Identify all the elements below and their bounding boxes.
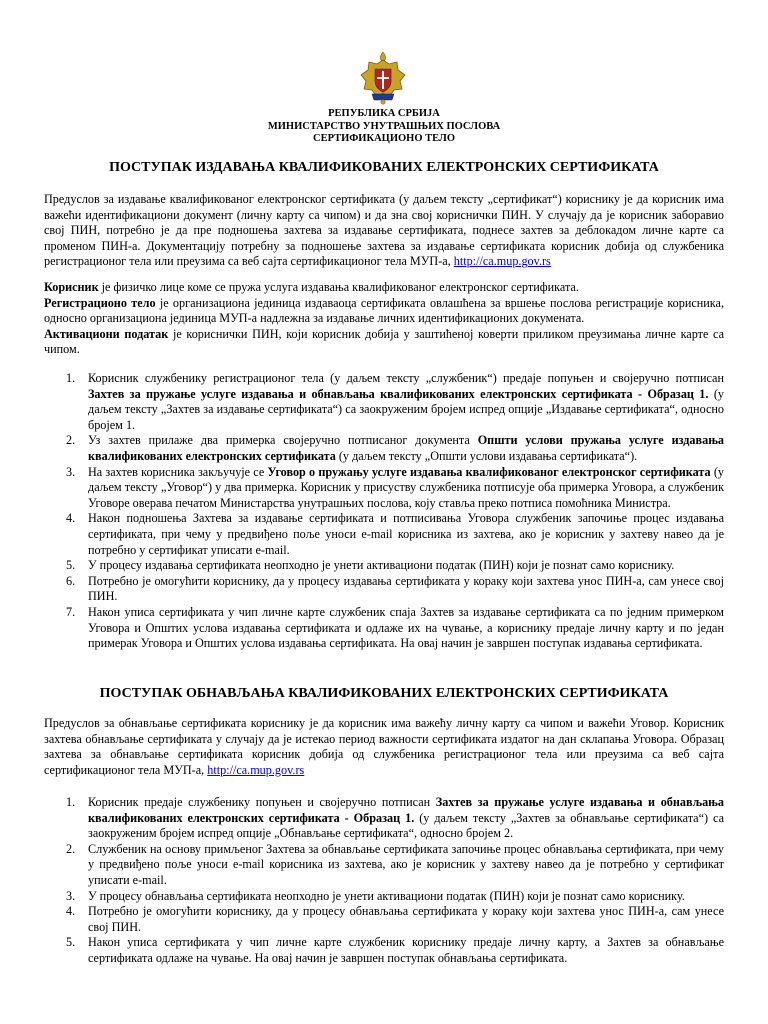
list-item bbox=[44, 605, 724, 652]
list-number: 1. bbox=[66, 371, 76, 385]
section1-intro bbox=[44, 192, 724, 270]
list-item bbox=[44, 371, 724, 433]
list-bold-text: Захтев за пружање услуге издавања и обнављања квалификованих електронских сертификата - Образац 1. bbox=[88, 795, 724, 825]
definition-term: Активациони податак bbox=[44, 326, 169, 341]
definition-item bbox=[44, 280, 724, 296]
list-item bbox=[44, 842, 724, 889]
list-text: (у даљем тексту „Захтев за обнављање сертификата“) са заокруженим бројем испред опције „Обнављање сертификата“, односно бројем 2. bbox=[88, 810, 724, 841]
list-number: 2. bbox=[66, 841, 76, 856]
list-number: 3. bbox=[66, 464, 76, 479]
list-item bbox=[44, 558, 724, 574]
list-item bbox=[44, 465, 724, 512]
list-number: 6. bbox=[66, 573, 76, 588]
list-bold-text: Општи услови пружања услуге издавања квалификованих електронских сертификата bbox=[88, 433, 725, 463]
list-text: Уз захтев прилаже два примерка својеручно потписаног документа bbox=[88, 433, 478, 448]
list-item bbox=[44, 889, 724, 905]
section2-intro-text: Предуслов за обнављање сертификата кориснику је да корисник има важећу личну карту са чипом и важећи Уговор. Корисник захтева обнављање сертификата у случају да је истекао период важности сертификата издатог на дан склапања Уговора. Образац захтева за обнављање сертификата корисник добија од службеника регистрационог тела или преузима са веб сајта сертификационог тела МУП-а, bbox=[44, 716, 724, 777]
definition-text: је кориснички ПИН, који корисник добија у заштићеној коверти приликом преузимања личне карте са чипом. bbox=[44, 326, 725, 357]
header-country: РЕПУБЛИКА СРБИЈА bbox=[328, 108, 440, 119]
document-header bbox=[0, 108, 768, 146]
list-number: 3. bbox=[66, 888, 76, 903]
list-item bbox=[44, 574, 724, 605]
list-text: Потребно је омогућити кориснику, да у процесу обнављања сертификата у кораку који захтева унос ПИН-а, сам унесе свој ПИН. bbox=[88, 904, 724, 934]
header-authority: СЕРТИФИКАЦИОНО ТЕЛО bbox=[312, 133, 455, 144]
section1-steps bbox=[44, 371, 724, 652]
definition-text: је организациона јединица издаваоца сертификата овлашћена за вршење послова регистрације корисника, односно организациона јединица МУП-а надлежна за издавање личних идентификационих докумената. bbox=[44, 295, 724, 326]
list-number: 4. bbox=[66, 511, 76, 526]
list-text: Потребно је омогућити кориснику, да у процесу издавања сертификата у кораку који захтева унос ПИН-а, сам унесе свој ПИН. bbox=[88, 573, 724, 604]
section2-intro bbox=[44, 716, 724, 778]
list-text: Службеник на основу примљеног Захтева за обнављање сертификата започиње процес обнављања сертификата, при чему у предвиђено поље уноси e-mail корисника из захтева, ако je корисник у захтеву навео да је потребно у сертификат уписати e-mail. bbox=[88, 841, 724, 887]
list-text: Корисник службенику регистрационог тела (у даљем тексту „службеник“) предаје попуњен и својеручно потписан bbox=[88, 371, 724, 385]
list-text: (у даљем тексту „Општи услови издавања сертификата“). bbox=[335, 448, 638, 463]
list-item bbox=[44, 433, 724, 464]
list-item bbox=[44, 511, 724, 558]
police-crest-icon bbox=[358, 50, 408, 106]
list-text: Након уписа сертификата у чип личне карте службеник кориснику предаје личну карту, а Захтев за обнављање сертификата одлаже на чување. На овај начин је завршен поступак обнављања сертификата. bbox=[88, 935, 724, 965]
section1-title: ПОСТУПАК ИЗДАВАЊА КВАЛИФИКОВАНИХ ЕЛЕКТРОНСКИХ СЕРТИФИКАТА bbox=[109, 160, 659, 175]
ca-mup-link[interactable]: http://ca.mup.gov.rs bbox=[453, 254, 551, 269]
definition-term: Регистрационо тело bbox=[44, 295, 156, 310]
list-number: 7. bbox=[66, 604, 76, 619]
section2-title: ПОСТУПАК ОБНАВЉАЊА КВАЛИФИКОВАНИХ ЕЛЕКТРОНСКИХ СЕРТИФИКАТА bbox=[99, 686, 669, 701]
list-bold-text: Уговор о пружању услуге издавања квалификованог електронског сертификата bbox=[267, 464, 711, 479]
list-text: Корисник предаје службенику попуњен и својеручно потписан bbox=[88, 795, 436, 809]
list-item bbox=[44, 904, 724, 935]
list-number: 5. bbox=[66, 558, 76, 573]
list-item bbox=[44, 935, 724, 966]
list-item bbox=[44, 795, 724, 842]
list-text: (у даљем тексту „Уговор“) у два примерка. Корисник у присуству службеника потписује оба примерка Уговора, а службеник Уговоре оверава печатом Министарства унутрашњих послова, коју ставља преко потписа помоћника Министра. bbox=[88, 464, 724, 510]
ca-mup-link[interactable]: http://ca.mup.gov.rs bbox=[207, 762, 305, 777]
definition-text: је физичко лице коме се пружа услуга издавања квалификованог електронског сертификата. bbox=[98, 280, 579, 294]
definitions bbox=[44, 280, 724, 358]
list-text: На захтев корисника закључује се bbox=[88, 464, 268, 479]
list-number: 2. bbox=[66, 433, 76, 448]
section1-intro-text: Предуслов за издавање квалификованог електронског сертификата (у даљем тексту „сертификат“) кориснику је да корисник има важећи идентификациони документ (личну карту са чипом) и да зна свој кориснички ПИН. У случају да је корисник заборавио свој ПИН, потребно је да пре подношења захтева за издавање сертификата, поднесе захтев за деблокадом личне карте са промeном ПИН-а. Документацију потребну за подношење захтева за издавање сертификата корисник добија од службеника регистрационог тела или преузима са веб сајта сертификационог тела МУП-а, bbox=[44, 192, 724, 269]
section2-steps bbox=[44, 795, 724, 967]
definition-item bbox=[44, 327, 724, 358]
list-text: Након подношења Захтева за издавање сертификата и потписивања Уговора службеник започиње процес издавања сертификата, при чему у предвиђено поље уноси e-mail корисника из захтева, ако je корисник у захтеву навео да је потребно у сертификат уписати e-mail. bbox=[88, 511, 724, 557]
list-text: У процесу издавања сертификата неопходно је унети активациони податак (ПИН) који је познат само кориснику. bbox=[88, 558, 675, 573]
list-text: (у даљем тексту „Захтев за издавање сертификата“) са заокруженим бројем испред опције „Издавање сертификата“, односно бројем 1. bbox=[88, 386, 724, 432]
header-ministry: МИНИСТАРСТВО УНУТРАШЊИХ ПОСЛОВА bbox=[267, 120, 501, 132]
definition-item bbox=[44, 296, 724, 327]
list-text: У процесу обнављања сертификата неопходно је унети активациони податак (ПИН) који је познат само кориснику. bbox=[88, 888, 685, 903]
list-bold-text: Захтев за пружање услуге издавања и обнављања квалификованих електронских сертификата - Образац 1. bbox=[88, 386, 709, 401]
list-number: 4. bbox=[66, 904, 76, 919]
list-number: 5. bbox=[66, 935, 76, 950]
list-text: Након уписа сертификата у чип личне карте службеник спаја Захтев за издавање сертификата са по једним примерком Уговора и Општих услова издавања сертификата и одлаже их на чување, а кориснику предаје личну карту и по један примерак Уговора и Општих услова издавања сертификата. На овај начин је завршен поступак издавања сертификата. bbox=[88, 604, 724, 651]
list-number: 1. bbox=[66, 795, 76, 809]
definition-term: Корисник bbox=[44, 280, 99, 294]
